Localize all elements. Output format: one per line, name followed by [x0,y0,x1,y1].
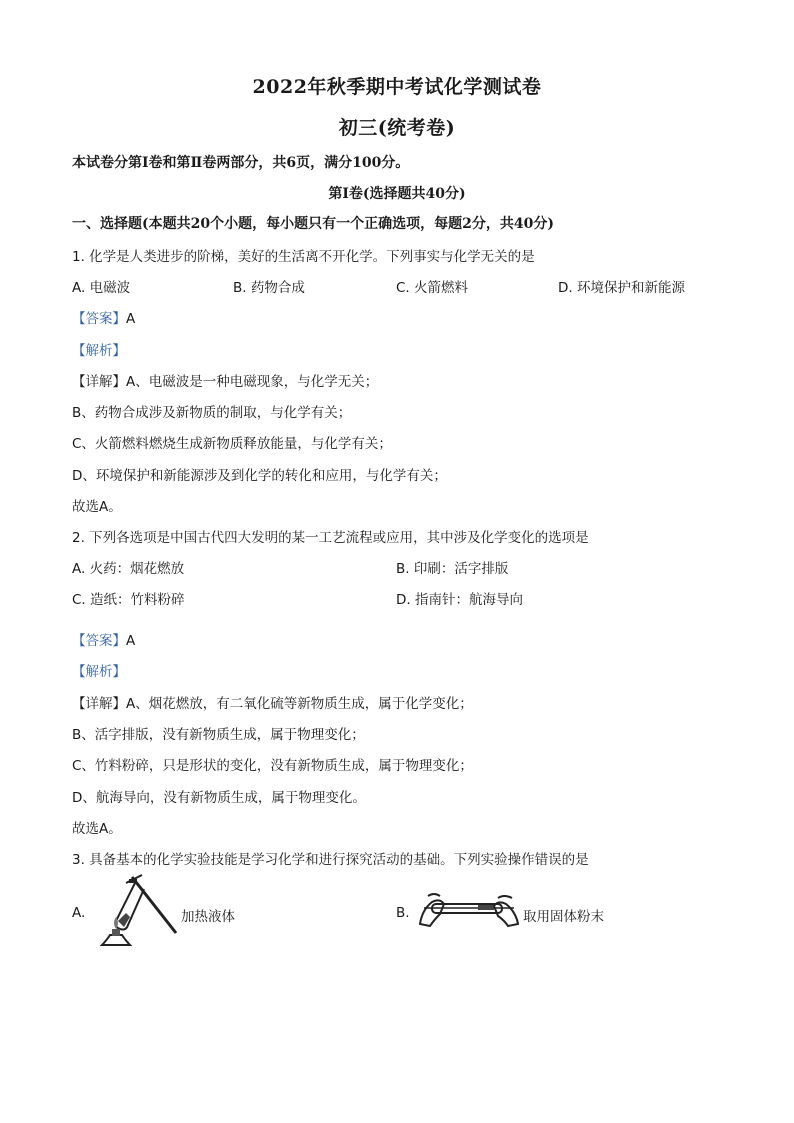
section-title: 一、选择题(本题共20个小题，每小题只有一个正确选项，每题2分，共40分) [72,216,554,232]
q2-option-a: A. 火药：烟花燃放 [72,561,185,577]
q1-option-c: C. 火箭燃料 [396,280,469,296]
q2-detail-line-4: D、航海导向，没有新物质生成，属于物理变化。 [72,790,366,806]
q1-answer [72,307,135,327]
q2-detail-line-2: B、活字排版，没有新物质生成，属于物理变化； [72,727,365,743]
q3-option-b-letter: B. [396,905,410,921]
powder-scoop-illustration [418,890,520,930]
exam-title: 2022年秋季期中考试化学测试卷 [252,76,542,98]
q3-option-a-letter: A. [72,905,86,921]
q2-detail-line-3: C、竹料粉碎，只是形状的变化，没有新物质生成，属于物理变化； [72,758,473,774]
q1-conclusion: 故选A。 [72,499,122,515]
q1-option-a: A. 电磁波 [72,280,131,296]
question-1-stem: 1. 化学是人类进步的阶梯，美好的生活离不开化学。下列事实与化学无关的是 [72,249,535,265]
q1-analysis-tag: 【解析】 [72,343,126,359]
q2-answer [72,629,135,649]
part-title: 第Ⅰ卷(选择题共40分) [328,186,466,202]
q3-option-b-caption: 取用固体粉末 [523,909,604,925]
detail-text: A、烟花燃放，有二氧化硫等新物质生成，属于化学变化； [126,696,473,712]
question-2-stem: 2. 下列各选项是中国古代四大发明的某一工艺流程或应用，其中涉及化学变化的选项是 [72,530,589,546]
detail-tag: 【详解】 [72,696,126,712]
q2-detail-line-1 [72,692,473,712]
answer-value: A [126,311,136,327]
q2-option-b: B. 印刷：活字排版 [396,561,509,577]
q1-option-b: B. 药物合成 [233,280,305,296]
q1-detail-line-3: C、火箭燃料燃烧生成新物质释放能量，与化学有关； [72,436,392,452]
q3-option-a-caption: 加热液体 [181,909,235,925]
detail-tag: 【详解】 [72,374,126,390]
answer-value: A [126,633,136,649]
q1-detail-line-1 [72,370,378,390]
q2-conclusion: 故选A。 [72,821,122,837]
q2-option-c: C. 造纸：竹料粉碎 [72,592,185,608]
q1-option-d: D. 环境保护和新能源 [558,280,685,296]
q2-option-d: D. 指南针：航海导向 [396,592,523,608]
q2-analysis-tag: 【解析】 [72,664,126,680]
question-3-stem: 3. 具备基本的化学实验技能是学习化学和进行探究活动的基础。下列实验操作错误的是 [72,852,589,868]
heating-liquid-illustration [96,873,180,949]
answer-tag: 【答案】 [72,311,126,327]
q1-detail-line-2: B、药物合成涉及新物质的制取，与化学有关； [72,405,352,421]
answer-tag: 【答案】 [72,633,126,649]
q1-detail-line-4: D、环境保护和新能源涉及到化学的转化和应用，与化学有关； [72,468,447,484]
exam-subtitle: 初三(统考卷) [338,117,456,139]
exam-intro: 本试卷分第Ⅰ卷和第Ⅱ卷两部分，共6页，满分100分。 [72,155,410,171]
detail-text: A、电磁波是一种电磁现象，与化学无关； [126,374,379,390]
